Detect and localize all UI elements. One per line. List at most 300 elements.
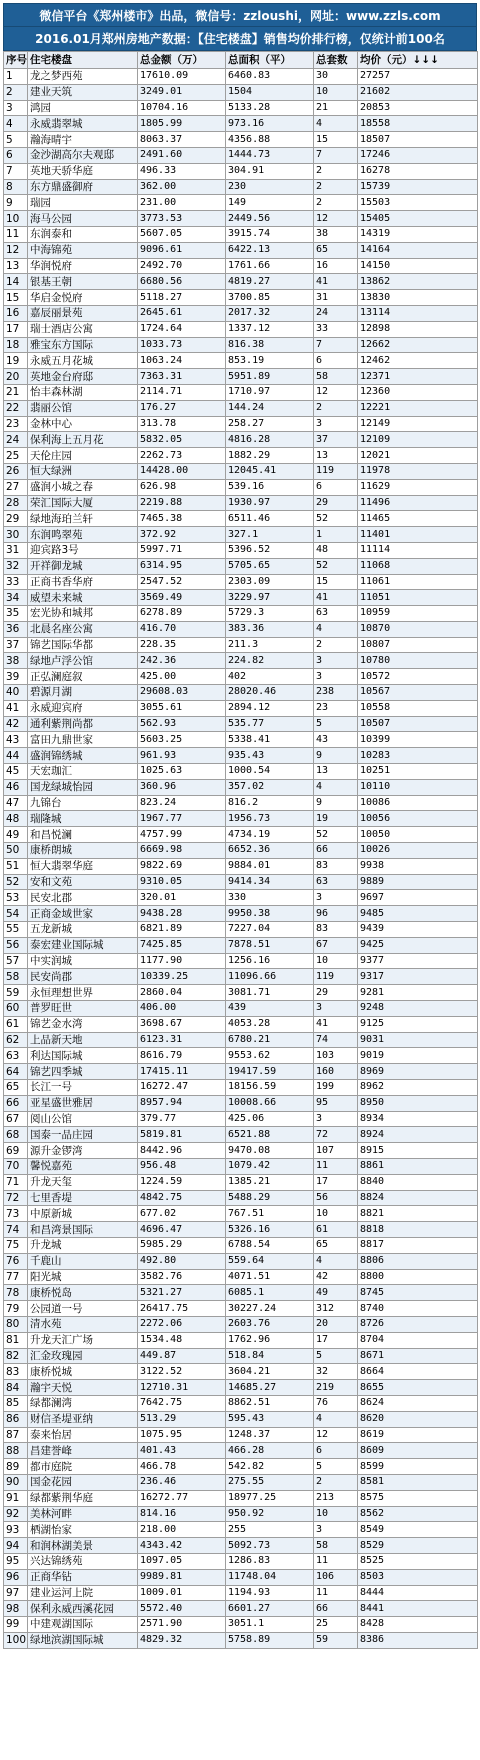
avg-price-cell: 9125 <box>358 1016 478 1032</box>
total-area-cell: 1956.73 <box>226 811 314 827</box>
table-row <box>4 795 478 811</box>
total-units-cell: 10 <box>314 1506 358 1522</box>
avg-price-cell: 11068 <box>358 558 478 574</box>
total-units-cell: 29 <box>314 985 358 1001</box>
table-row <box>4 922 478 938</box>
project-name-cell: 绿地滨湖国际城 <box>28 1632 138 1648</box>
project-name-cell: 康桥朗城 <box>28 843 138 859</box>
project-name-cell: 中建观湖国际 <box>28 1617 138 1633</box>
total-units-cell: 29 <box>314 495 358 511</box>
total-amount-cell: 2219.88 <box>138 495 226 511</box>
table-row <box>4 1632 478 1648</box>
rank-cell: 8 <box>4 179 28 195</box>
rank-cell: 73 <box>4 1206 28 1222</box>
rank-cell: 30 <box>4 527 28 543</box>
table-row <box>4 606 478 622</box>
table-row <box>4 716 478 732</box>
project-name-cell: 泰来怡居 <box>28 1427 138 1443</box>
rank-cell: 43 <box>4 732 28 748</box>
project-name-cell: 英地天骄华庭 <box>28 163 138 179</box>
project-name-cell: 正商华钻 <box>28 1569 138 1585</box>
avg-price-cell: 11465 <box>358 511 478 527</box>
total-amount-cell: 9822.69 <box>138 858 226 874</box>
table-row <box>4 337 478 353</box>
project-name-cell: 永威迎宾府 <box>28 700 138 716</box>
project-name-cell: 翡丽公馆 <box>28 400 138 416</box>
project-name-cell: 盛润锦绣城 <box>28 748 138 764</box>
table-row <box>4 511 478 527</box>
total-amount-cell: 5607.05 <box>138 226 226 242</box>
total-amount-cell: 4842.75 <box>138 1190 226 1206</box>
table-row <box>4 1459 478 1475</box>
table-row <box>4 1222 478 1238</box>
project-name-cell: 栖湖怡家 <box>28 1522 138 1538</box>
project-name-cell: 英地金台府邸 <box>28 369 138 385</box>
rank-cell: 74 <box>4 1222 28 1238</box>
table-header-row <box>4 52 478 69</box>
table-row <box>4 384 478 400</box>
rank-cell: 68 <box>4 1127 28 1143</box>
rank-cell: 59 <box>4 985 28 1001</box>
total-units-cell: 3 <box>314 1001 358 1017</box>
total-amount-cell: 677.02 <box>138 1206 226 1222</box>
total-units-cell: 4 <box>314 779 358 795</box>
total-units-cell: 38 <box>314 226 358 242</box>
total-amount-cell: 313.78 <box>138 416 226 432</box>
rank-cell: 99 <box>4 1617 28 1633</box>
total-amount-cell: 3773.53 <box>138 211 226 227</box>
table-row <box>4 779 478 795</box>
total-area-cell: 3229.97 <box>226 590 314 606</box>
total-area-cell: 5133.28 <box>226 100 314 116</box>
project-name-cell: 金林中心 <box>28 416 138 432</box>
project-name-cell: 绿地海珀兰轩 <box>28 511 138 527</box>
total-units-cell: 58 <box>314 1538 358 1554</box>
total-units-cell: 37 <box>314 432 358 448</box>
rank-cell: 20 <box>4 369 28 385</box>
total-amount-cell: 231.00 <box>138 195 226 211</box>
avg-price-cell: 10056 <box>358 811 478 827</box>
avg-price-cell: 8840 <box>358 1174 478 1190</box>
total-units-cell: 12 <box>314 1427 358 1443</box>
table-row <box>4 1490 478 1506</box>
table-row <box>4 226 478 242</box>
total-units-cell: 42 <box>314 1269 358 1285</box>
table-row <box>4 1127 478 1143</box>
total-area-cell: 4356.88 <box>226 132 314 148</box>
table-row <box>4 732 478 748</box>
total-area-cell: 3915.74 <box>226 226 314 242</box>
header-project: 住宅楼盘 <box>28 52 138 69</box>
project-name-cell: 美林河畔 <box>28 1506 138 1522</box>
total-units-cell: 83 <box>314 858 358 874</box>
total-units-cell: 58 <box>314 369 358 385</box>
total-units-cell: 32 <box>314 1364 358 1380</box>
project-name-cell: 上品新天地 <box>28 1032 138 1048</box>
total-units-cell: 7 <box>314 337 358 353</box>
rank-cell: 57 <box>4 953 28 969</box>
total-units-cell: 15 <box>314 132 358 148</box>
total-amount-cell: 2262.73 <box>138 448 226 464</box>
project-name-cell: 昌建誉峰 <box>28 1443 138 1459</box>
total-amount-cell: 2272.06 <box>138 1316 226 1332</box>
total-area-cell: 230 <box>226 179 314 195</box>
table-row <box>4 764 478 780</box>
total-area-cell: 5758.89 <box>226 1632 314 1648</box>
total-amount-cell: 242.36 <box>138 653 226 669</box>
table-row <box>4 163 478 179</box>
avg-price-cell: 8824 <box>358 1190 478 1206</box>
total-amount-cell: 425.00 <box>138 669 226 685</box>
rank-cell: 22 <box>4 400 28 416</box>
total-amount-cell: 1177.90 <box>138 953 226 969</box>
total-units-cell: 30 <box>314 69 358 85</box>
total-amount-cell: 961.93 <box>138 748 226 764</box>
avg-price-cell: 12221 <box>358 400 478 416</box>
total-area-cell: 518.84 <box>226 1348 314 1364</box>
total-area-cell: 816.2 <box>226 795 314 811</box>
total-area-cell: 3604.21 <box>226 1364 314 1380</box>
table-row <box>4 937 478 953</box>
total-amount-cell: 562.93 <box>138 716 226 732</box>
avg-price-cell: 8503 <box>358 1569 478 1585</box>
avg-price-cell: 12462 <box>358 353 478 369</box>
total-units-cell: 16 <box>314 258 358 274</box>
total-area-cell: 224.82 <box>226 653 314 669</box>
table-row <box>4 1158 478 1174</box>
total-units-cell: 2 <box>314 163 358 179</box>
avg-price-cell: 12662 <box>358 337 478 353</box>
rank-cell: 27 <box>4 479 28 495</box>
avg-price-cell: 8562 <box>358 1506 478 1522</box>
project-name-cell: 东方鼎盛御府 <box>28 179 138 195</box>
total-area-cell: 425.06 <box>226 1111 314 1127</box>
avg-price-cell: 8806 <box>358 1253 478 1269</box>
total-area-cell: 5396.52 <box>226 542 314 558</box>
total-units-cell: 95 <box>314 1095 358 1111</box>
total-area-cell: 466.28 <box>226 1443 314 1459</box>
total-amount-cell: 379.77 <box>138 1111 226 1127</box>
total-amount-cell: 4343.42 <box>138 1538 226 1554</box>
total-amount-cell: 626.98 <box>138 479 226 495</box>
table-row <box>4 1080 478 1096</box>
total-units-cell: 3 <box>314 1522 358 1538</box>
avg-price-cell: 11978 <box>358 463 478 479</box>
project-name-cell: 威望未来城 <box>28 590 138 606</box>
total-area-cell: 542.82 <box>226 1459 314 1475</box>
total-area-cell: 1256.16 <box>226 953 314 969</box>
total-area-cell: 211.3 <box>226 637 314 653</box>
project-name-cell: 升龙天汇广场 <box>28 1332 138 1348</box>
total-units-cell: 31 <box>314 290 358 306</box>
total-area-cell: 1248.37 <box>226 1427 314 1443</box>
total-amount-cell: 6680.56 <box>138 274 226 290</box>
total-area-cell: 1444.73 <box>226 147 314 163</box>
table-row <box>4 1316 478 1332</box>
table-row <box>4 1569 478 1585</box>
total-units-cell: 9 <box>314 795 358 811</box>
total-amount-cell: 406.00 <box>138 1001 226 1017</box>
table-row <box>4 1364 478 1380</box>
total-units-cell: 72 <box>314 1127 358 1143</box>
total-area-cell: 1286.83 <box>226 1553 314 1569</box>
rank-cell: 44 <box>4 748 28 764</box>
table-row <box>4 1617 478 1633</box>
total-area-cell: 1194.93 <box>226 1585 314 1601</box>
rank-cell: 72 <box>4 1190 28 1206</box>
total-units-cell: 3 <box>314 890 358 906</box>
total-units-cell: 213 <box>314 1490 358 1506</box>
avg-price-cell: 8934 <box>358 1111 478 1127</box>
total-area-cell: 1000.54 <box>226 764 314 780</box>
project-name-cell: 迎宾路3号 <box>28 542 138 558</box>
total-units-cell: 17 <box>314 1332 358 1348</box>
avg-price-cell: 27257 <box>358 69 478 85</box>
project-name-cell: 碧源月湖 <box>28 685 138 701</box>
rank-cell: 71 <box>4 1174 28 1190</box>
avg-price-cell: 9248 <box>358 1001 478 1017</box>
avg-price-cell: 8817 <box>358 1237 478 1253</box>
project-name-cell: 东润鸣翠苑 <box>28 527 138 543</box>
total-units-cell: 3 <box>314 669 358 685</box>
rank-cell: 78 <box>4 1285 28 1301</box>
total-area-cell: 3081.71 <box>226 985 314 1001</box>
total-amount-cell: 236.46 <box>138 1474 226 1490</box>
rank-cell: 41 <box>4 700 28 716</box>
rank-cell: 47 <box>4 795 28 811</box>
rank-cell: 89 <box>4 1459 28 1475</box>
total-area-cell: 5326.16 <box>226 1222 314 1238</box>
total-units-cell: 63 <box>314 874 358 890</box>
total-area-cell: 2303.09 <box>226 574 314 590</box>
project-name-cell: 瑞士酒店公寓 <box>28 321 138 337</box>
table-row <box>4 874 478 890</box>
table-row <box>4 100 478 116</box>
table-row <box>4 1269 478 1285</box>
total-units-cell: 7 <box>314 147 358 163</box>
rank-cell: 42 <box>4 716 28 732</box>
total-area-cell: 258.27 <box>226 416 314 432</box>
table-row <box>4 1048 478 1064</box>
rank-cell: 91 <box>4 1490 28 1506</box>
total-area-cell: 4816.28 <box>226 432 314 448</box>
total-area-cell: 255 <box>226 1522 314 1538</box>
total-amount-cell: 1025.63 <box>138 764 226 780</box>
total-amount-cell: 416.70 <box>138 621 226 637</box>
total-amount-cell: 12710.31 <box>138 1380 226 1396</box>
table-row <box>4 416 478 432</box>
rank-cell: 87 <box>4 1427 28 1443</box>
total-units-cell: 59 <box>314 1632 358 1648</box>
avg-price-cell: 9439 <box>358 922 478 938</box>
rank-cell: 77 <box>4 1269 28 1285</box>
total-area-cell: 5092.73 <box>226 1538 314 1554</box>
total-area-cell: 950.92 <box>226 1506 314 1522</box>
total-amount-cell: 5997.71 <box>138 542 226 558</box>
total-amount-cell: 17415.11 <box>138 1064 226 1080</box>
total-area-cell: 2017.32 <box>226 305 314 321</box>
header-total-amount: 总金额（万） <box>138 52 226 69</box>
total-units-cell: 9 <box>314 748 358 764</box>
project-name-cell: 永威翡翠城 <box>28 116 138 132</box>
rank-cell: 51 <box>4 858 28 874</box>
rank-cell: 85 <box>4 1395 28 1411</box>
avg-price-cell: 15503 <box>358 195 478 211</box>
total-amount-cell: 5321.27 <box>138 1285 226 1301</box>
project-name-cell: 天宏珈汇 <box>28 764 138 780</box>
project-name-cell: 恒大翡翠华庭 <box>28 858 138 874</box>
total-area-cell: 357.02 <box>226 779 314 795</box>
total-area-cell: 383.36 <box>226 621 314 637</box>
header-total-area: 总面积（平） <box>226 52 314 69</box>
avg-price-cell: 10959 <box>358 606 478 622</box>
table-row <box>4 574 478 590</box>
rank-cell: 39 <box>4 669 28 685</box>
rank-cell: 75 <box>4 1237 28 1253</box>
total-area-cell: 6460.83 <box>226 69 314 85</box>
avg-price-cell: 9889 <box>358 874 478 890</box>
table-row <box>4 84 478 100</box>
avg-price-cell: 9697 <box>358 890 478 906</box>
total-units-cell: 3 <box>314 653 358 669</box>
avg-price-cell: 8620 <box>358 1411 478 1427</box>
table-row <box>4 274 478 290</box>
total-units-cell: 2 <box>314 637 358 653</box>
avg-price-cell: 14150 <box>358 258 478 274</box>
total-area-cell: 1930.97 <box>226 495 314 511</box>
total-amount-cell: 10704.16 <box>138 100 226 116</box>
avg-price-cell: 8915 <box>358 1143 478 1159</box>
project-name-cell: 正商书香华府 <box>28 574 138 590</box>
total-amount-cell: 8063.37 <box>138 132 226 148</box>
total-units-cell: 56 <box>314 1190 358 1206</box>
rank-cell: 18 <box>4 337 28 353</box>
total-area-cell: 9414.34 <box>226 874 314 890</box>
total-amount-cell: 7465.38 <box>138 511 226 527</box>
total-area-cell: 10008.66 <box>226 1095 314 1111</box>
project-name-cell: 锦艺国际华都 <box>28 637 138 653</box>
total-amount-cell: 16272.77 <box>138 1490 226 1506</box>
total-units-cell: 11 <box>314 1585 358 1601</box>
total-amount-cell: 513.29 <box>138 1411 226 1427</box>
rank-cell: 63 <box>4 1048 28 1064</box>
total-area-cell: 7227.04 <box>226 922 314 938</box>
rank-cell: 67 <box>4 1111 28 1127</box>
total-units-cell: 4 <box>314 116 358 132</box>
avg-price-cell: 14319 <box>358 226 478 242</box>
avg-price-cell: 8671 <box>358 1348 478 1364</box>
total-units-cell: 52 <box>314 558 358 574</box>
project-name-cell: 长江一号 <box>28 1080 138 1096</box>
total-units-cell: 43 <box>314 732 358 748</box>
rank-cell: 55 <box>4 922 28 938</box>
avg-price-cell: 12149 <box>358 416 478 432</box>
avg-price-cell: 10807 <box>358 637 478 653</box>
total-units-cell: 15 <box>314 574 358 590</box>
rank-cell: 14 <box>4 274 28 290</box>
rank-cell: 34 <box>4 590 28 606</box>
total-amount-cell: 4757.99 <box>138 827 226 843</box>
avg-price-cell: 8704 <box>358 1332 478 1348</box>
project-name-cell: 瑞隆城 <box>28 811 138 827</box>
total-amount-cell: 228.35 <box>138 637 226 653</box>
rank-cell: 92 <box>4 1506 28 1522</box>
project-name-cell: 中海锦苑 <box>28 242 138 258</box>
rank-cell: 36 <box>4 621 28 637</box>
avg-price-cell: 9485 <box>358 906 478 922</box>
total-units-cell: 312 <box>314 1301 358 1317</box>
total-amount-cell: 5832.05 <box>138 432 226 448</box>
project-name-cell: 瀚宇天悦 <box>28 1380 138 1396</box>
table-row <box>4 906 478 922</box>
total-area-cell: 275.55 <box>226 1474 314 1490</box>
rank-cell: 45 <box>4 764 28 780</box>
avg-price-cell: 10283 <box>358 748 478 764</box>
total-area-cell: 2603.76 <box>226 1316 314 1332</box>
table-row <box>4 1332 478 1348</box>
rank-cell: 3 <box>4 100 28 116</box>
avg-price-cell: 11401 <box>358 527 478 543</box>
table-row <box>4 1032 478 1048</box>
total-amount-cell: 7642.75 <box>138 1395 226 1411</box>
table-row <box>4 179 478 195</box>
project-name-cell: 绿都澜湾 <box>28 1395 138 1411</box>
total-amount-cell: 3698.67 <box>138 1016 226 1032</box>
project-name-cell: 兴达锦绣苑 <box>28 1553 138 1569</box>
project-name-cell: 正商金域世家 <box>28 906 138 922</box>
table-row <box>4 1237 478 1253</box>
total-units-cell: 21 <box>314 100 358 116</box>
total-area-cell: 4734.19 <box>226 827 314 843</box>
total-units-cell: 41 <box>314 274 358 290</box>
total-amount-cell: 492.80 <box>138 1253 226 1269</box>
project-name-cell: 绿都紫荆华庭 <box>28 1490 138 1506</box>
table-row <box>4 811 478 827</box>
table-row <box>4 1285 478 1301</box>
table-row <box>4 1411 478 1427</box>
total-area-cell: 439 <box>226 1001 314 1017</box>
avg-price-cell: 8969 <box>358 1064 478 1080</box>
project-name-cell: 国泰一品庄园 <box>28 1127 138 1143</box>
total-units-cell: 103 <box>314 1048 358 1064</box>
avg-price-cell: 10026 <box>358 843 478 859</box>
avg-price-cell: 8655 <box>358 1380 478 1396</box>
total-amount-cell: 9096.61 <box>138 242 226 258</box>
total-units-cell: 11 <box>314 1158 358 1174</box>
total-units-cell: 23 <box>314 700 358 716</box>
avg-price-cell: 18507 <box>358 132 478 148</box>
table-row <box>4 1348 478 1364</box>
avg-price-cell: 8609 <box>358 1443 478 1459</box>
project-name-cell: 中原新城 <box>28 1206 138 1222</box>
table-row <box>4 1506 478 1522</box>
total-amount-cell: 956.48 <box>138 1158 226 1174</box>
table-row <box>4 1301 478 1317</box>
total-amount-cell: 1224.59 <box>138 1174 226 1190</box>
rank-cell: 15 <box>4 290 28 306</box>
total-units-cell: 4 <box>314 1411 358 1427</box>
rank-cell: 94 <box>4 1538 28 1554</box>
total-area-cell: 816.38 <box>226 337 314 353</box>
avg-price-cell: 12371 <box>358 369 478 385</box>
total-units-cell: 11 <box>314 1553 358 1569</box>
avg-price-cell: 8800 <box>358 1269 478 1285</box>
rank-cell: 83 <box>4 1364 28 1380</box>
avg-price-cell: 8444 <box>358 1585 478 1601</box>
total-units-cell: 13 <box>314 764 358 780</box>
total-amount-cell: 8616.79 <box>138 1048 226 1064</box>
project-name-cell: 恒大绿洲 <box>28 463 138 479</box>
